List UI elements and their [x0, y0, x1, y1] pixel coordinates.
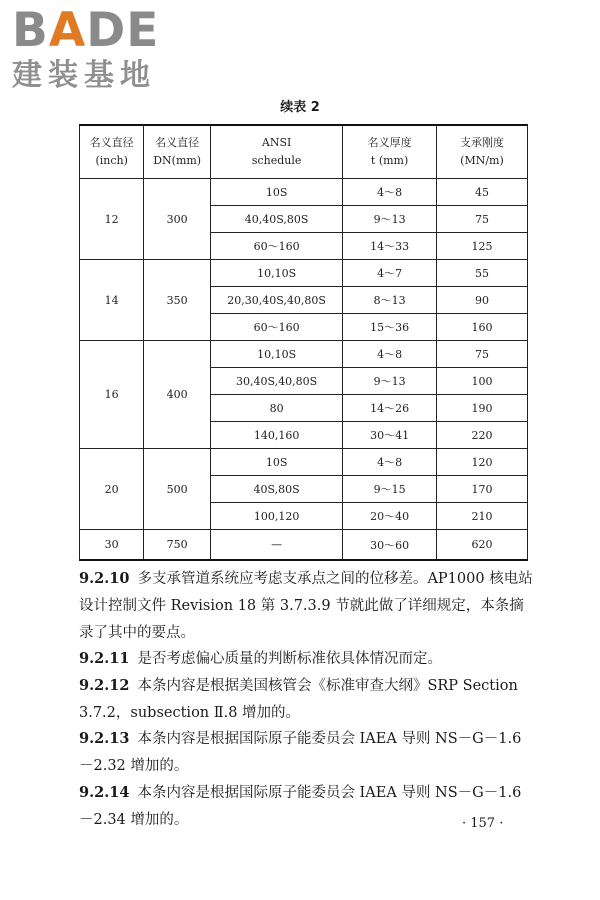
cell-dn: 500 [144, 449, 211, 530]
cell-thickness: 4～8 [343, 449, 437, 476]
cell-thickness: 4～8 [343, 179, 437, 206]
cell-thickness: 4～7 [343, 260, 437, 287]
cell-inch: 20 [80, 449, 144, 530]
pipe-stiffness-table [79, 124, 528, 561]
cell-stiffness: 160 [436, 314, 527, 341]
clause-number: 9.2.13 [79, 730, 130, 747]
watermark-logo [12, 3, 182, 94]
clause-number: 9.2.11 [79, 650, 130, 667]
cell-thickness: 9～13 [343, 206, 437, 233]
clause-text: 本条内容是根据美国核管会《标准审查大纲》SRP Section 3.7.2，subsection Ⅱ.8 增加的。 [79, 678, 518, 721]
cell-dn: 300 [144, 179, 211, 260]
cell-thickness: 30～41 [343, 422, 437, 449]
clause-text: 本条内容是根据国际原子能委员会 IAEA 导则 NS－G－1.6－2.32 增加的。 [79, 731, 522, 774]
header-inch: 名义直径 (inch) [80, 125, 144, 179]
cell-inch: 14 [80, 260, 144, 341]
cell-dn: 750 [144, 530, 211, 561]
cell-stiffness: 190 [436, 395, 527, 422]
cell-schedule: 60～160 [210, 314, 342, 341]
cell-schedule: 40S,80S [210, 476, 342, 503]
paragraph-9-2-12 [79, 672, 534, 727]
cell-schedule: 10S [210, 179, 342, 206]
header-schedule: ANSI schedule [210, 125, 342, 179]
header-thickness: 名义厚度 t (mm) [343, 125, 437, 179]
cell-thickness: 8～13 [343, 287, 437, 314]
cell-schedule: 40,40S,80S [210, 206, 342, 233]
cell-stiffness: 125 [436, 233, 527, 260]
cell-thickness: 9～13 [343, 368, 437, 395]
cell-schedule: 20,30,40S,40,80S [210, 287, 342, 314]
cell-dn: 400 [144, 341, 211, 449]
table-body [80, 179, 528, 561]
table-caption: 续表 2 [280, 100, 320, 115]
clause-number: 9.2.10 [79, 570, 130, 587]
clause-text: 是否考虑偏心质量的判断标准依具体情况而定。 [137, 651, 442, 667]
cell-stiffness: 75 [436, 341, 527, 368]
cell-stiffness: 210 [436, 503, 527, 530]
cell-schedule: 80 [210, 395, 342, 422]
table-row [80, 449, 528, 476]
cell-stiffness: 55 [436, 260, 527, 287]
table-row [80, 260, 528, 287]
cell-stiffness: 620 [436, 530, 527, 561]
logo-accent-letter: A [48, 3, 87, 58]
cell-schedule: 30,40S,40,80S [210, 368, 342, 395]
header-dn: 名义直径 DN(mm) [144, 125, 211, 179]
table-row [80, 341, 528, 368]
clause-text: 本条内容是根据国际原子能委员会 IAEA 导则 NS－G－1.6－2.34 增加的。 [79, 785, 522, 828]
paragraph-9-2-13 [79, 725, 534, 780]
cell-stiffness: 220 [436, 422, 527, 449]
cell-stiffness: 45 [436, 179, 527, 206]
cell-thickness: 4～8 [343, 341, 437, 368]
clause-text: 多支承管道系统应考虑支承点之间的位移差。AP1000 核电站设计控制文件 Revision 18 第 3.7.3.9 节就此做了详细规定，本条摘录了其中的要点。 [79, 571, 533, 641]
paragraph-9-2-11 [79, 645, 534, 673]
cell-stiffness: 75 [436, 206, 527, 233]
cell-schedule: 10,10S [210, 341, 342, 368]
paragraph-9-2-10 [79, 565, 534, 647]
clause-number: 9.2.14 [79, 784, 130, 801]
cell-thickness: 20～40 [343, 503, 437, 530]
table-header-row [80, 125, 528, 179]
cell-thickness: 9～15 [343, 476, 437, 503]
clause-number: 9.2.12 [79, 677, 130, 694]
cell-schedule: 10S [210, 449, 342, 476]
cell-inch: 12 [80, 179, 144, 260]
cell-stiffness: 90 [436, 287, 527, 314]
cell-inch: 16 [80, 341, 144, 449]
logo-subtitle: 建装基地 [12, 58, 156, 93]
cell-stiffness: 170 [436, 476, 527, 503]
cell-thickness: 14～33 [343, 233, 437, 260]
cell-stiffness: 100 [436, 368, 527, 395]
cell-schedule: — [210, 530, 342, 561]
cell-inch: 30 [80, 530, 144, 561]
cell-thickness: 30～60 [343, 530, 437, 561]
cell-dn: 350 [144, 260, 211, 341]
cell-schedule: 60～160 [210, 233, 342, 260]
cell-thickness: 14～26 [343, 395, 437, 422]
cell-stiffness: 120 [436, 449, 527, 476]
cell-schedule: 140,160 [210, 422, 342, 449]
cell-schedule: 100,120 [210, 503, 342, 530]
table-row [80, 179, 528, 206]
table-row [80, 530, 528, 561]
header-stiffness: 支承刚度 (MN/m) [436, 125, 527, 179]
logo-wordmark: BADE [12, 3, 160, 58]
page-number: · 157 · [462, 816, 504, 831]
cell-schedule: 10,10S [210, 260, 342, 287]
cell-thickness: 15～36 [343, 314, 437, 341]
